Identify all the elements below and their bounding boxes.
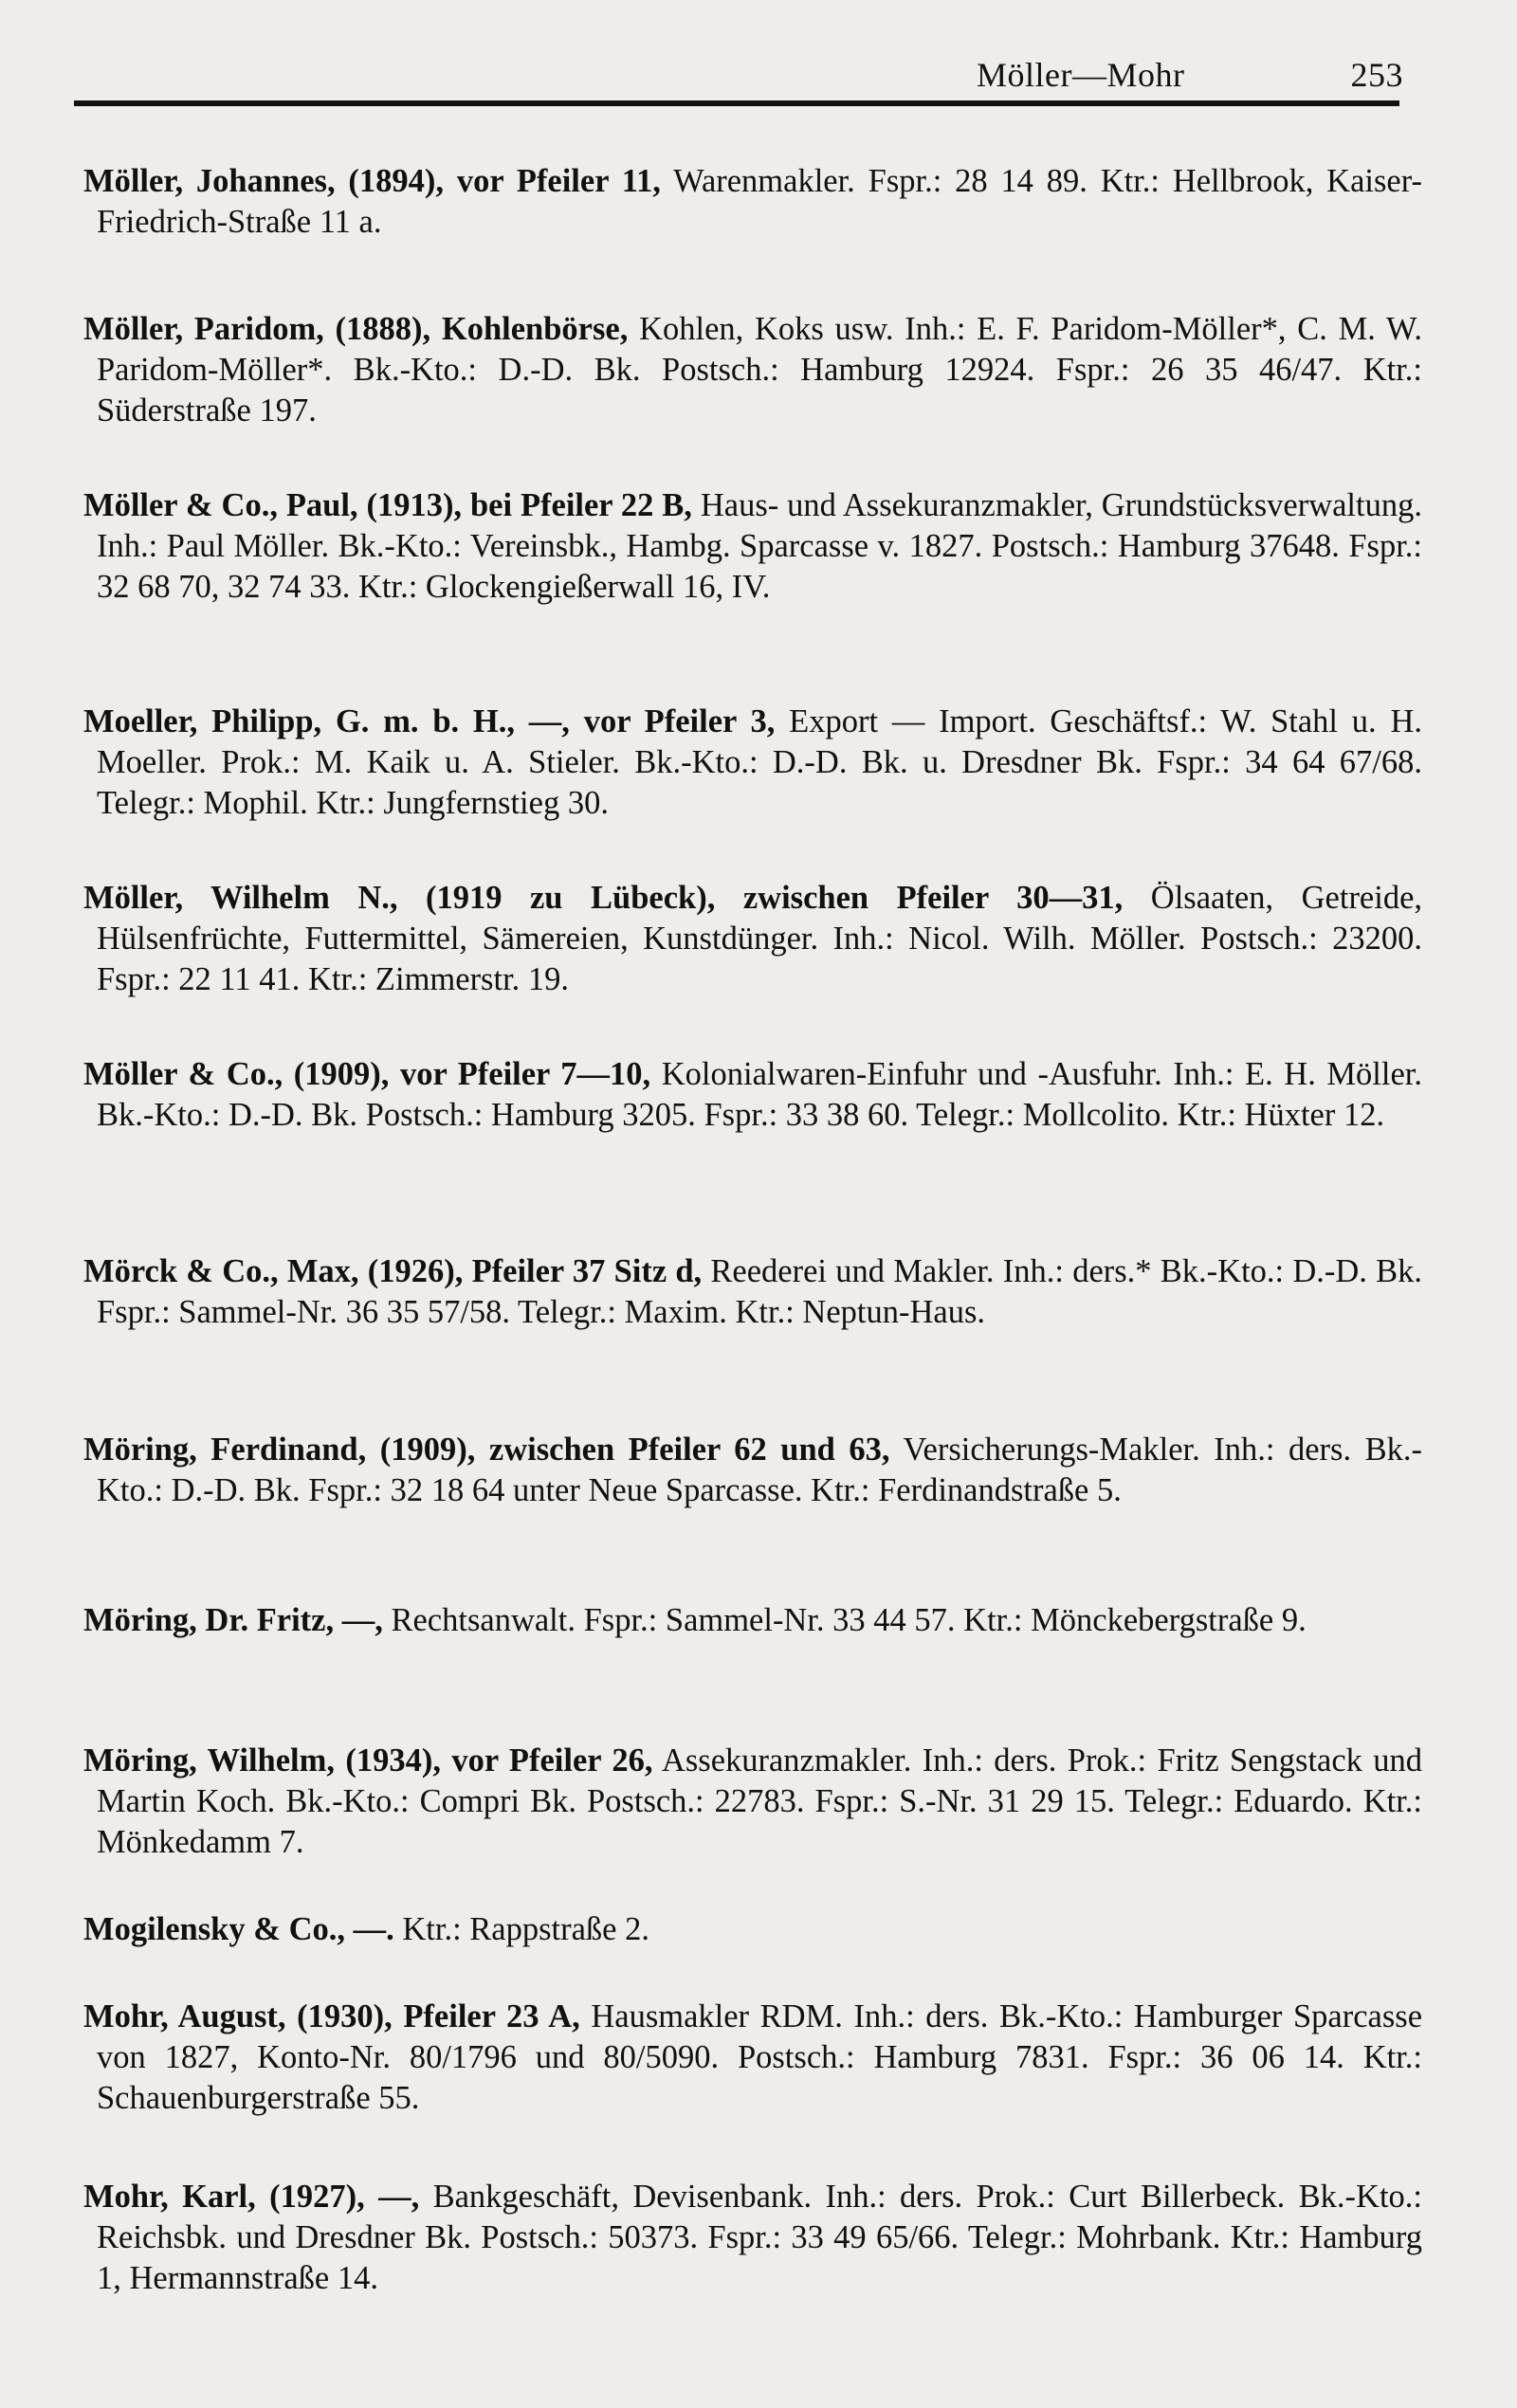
- directory-entry: [83, 1054, 1422, 1136]
- directory-entry: [83, 309, 1422, 431]
- entry-name: Möring, Ferdinand, (1909),: [83, 1432, 476, 1468]
- entry-text: Haus- und Assekuranzmakler, Grundstücksverwaltung. Inh.: Paul Möller. Bk.-Kto.: Vereinsbk., Hambg. Sparcasse v. 1827. Postsch.: Hamburg 37648. Fspr.: 32 68 70, 32 74 33. Ktr.: Glockengießerwall 16, IV.: [97, 487, 1422, 605]
- entry-text: Ktr.: Rappstraße 2.: [402, 1911, 649, 1947]
- directory-entry: [83, 702, 1422, 824]
- entry-text: Warenmakler. Fspr.: 28 14 89. Ktr.: Hellbrook, Kaiser-Friedrich-Straße 11 a.: [97, 163, 1422, 240]
- entry-text: Versicherungs-Makler. Inh.: ders. Bk.-Kto.: D.-D. Bk. Fspr.: 32 18 64 unter Neue Sparcasse. Ktr.: Ferdinandstraße 5.: [97, 1432, 1422, 1508]
- entry-location: zwischen Pfeiler 30—31,: [742, 880, 1124, 916]
- directory-entry: [83, 1909, 1422, 1950]
- entry-location: zwischen Pfeiler 62 und 63,: [488, 1432, 890, 1468]
- entry-location: vor Pfeiler 3,: [583, 703, 776, 739]
- directory-entry: [83, 1430, 1422, 1511]
- directory-entry: [83, 2177, 1422, 2299]
- entry-text: Kohlen, Koks usw. Inh.: E. F. Paridom-Möller*, C. M. W. Paridom-Möller*. Bk.-Kto.: D.-D. Bk. Postsch.: Hamburg 12924. Fspr.: 26 35 46/47. Ktr.: Süderstraße 197.: [97, 311, 1422, 429]
- entry-name: Möring, Dr. Fritz, —,: [83, 1602, 383, 1638]
- entry-text: Ölsaaten, Getreide, Hülsenfrüchte, Futtermittel, Sämereien, Kunstdünger. Inh.: Nicol. Wilh. Möller. Postsch.: 23200. Fspr.: 22 11 41. Ktr.: Zimmerstr. 19.: [97, 880, 1423, 997]
- directory-entry: [83, 1741, 1422, 1863]
- directory-entry: [83, 1600, 1422, 1641]
- entry-name: Möller, Johannes, (1894),: [83, 163, 444, 199]
- entry-name: Möller & Co., Paul, (1913),: [83, 487, 463, 523]
- entry-text: Bankgeschäft, Devisenbank. Inh.: ders. Prok.: Curt Billerbeck. Bk.-Kto.: Reichsbk. und Dresdner Bk. Postsch.: 50373. Fspr.: 33 49 65/66. Telegr.: Mohrbank. Ktr.: Hamburg 1, Hermannstraße 14.: [97, 2179, 1422, 2296]
- entry-name: Möller, Wilhelm N., (1919 zu Lübeck),: [83, 880, 716, 916]
- directory-entry: [83, 161, 1422, 243]
- entry-name: Mörck & Co., Max, (1926),: [83, 1253, 464, 1289]
- entry-text: Export — Import. Geschäftsf.: W. Stahl u. H. Moeller. Prok.: M. Kaik u. A. Stieler. Bk.-Kto.: D.-D. Bk. u. Dresdner Bk. Fspr.: 34 64 67/68. Telegr.: Mophil. Ktr.: Jungfernstieg 30.: [97, 703, 1422, 821]
- directory-entry: [83, 1251, 1422, 1333]
- entry-text: Kolonialwaren-Einfuhr und -Ausfuhr. Inh.: E. H. Möller. Bk.-Kto.: D.-D. Bk. Postsch.: Hamburg 3205. Fspr.: 33 38 60. Telegr.: Mollcolito. Ktr.: Hüxter 12.: [97, 1056, 1423, 1133]
- entry-location: vor Pfeiler 7—10,: [399, 1056, 651, 1092]
- running-title: Möller—Mohr: [977, 56, 1185, 94]
- entry-text: Hausmakler RDM. Inh.: ders. Bk.-Kto.: Hamburger Sparcasse von 1827, Konto-Nr. 80/1796 und 80/5090. Postsch.: Hamburg 7831. Fspr.: 36 06 14. Ktr.: Schauenburgerstraße 55.: [97, 1998, 1423, 2116]
- entry-name: Moeller, Philipp, G. m. b. H., —,: [83, 703, 570, 739]
- page-header: [977, 47, 1403, 95]
- entry-name: Möller & Co., (1909),: [83, 1056, 390, 1092]
- entry-location: vor Pfeiler 11,: [456, 163, 661, 199]
- entry-text: Assekuranzmakler. Inh.: ders. Prok.: Fritz Sengstack und Martin Koch. Bk.-Kto.: Compri Bk. Postsch.: 22783. Fspr.: S.-Nr. 31 29 15. Telegr.: Eduardo. Ktr.: Mönkedamm 7.: [97, 1742, 1423, 1860]
- entry-name: Mohr, Karl, (1927), —,: [83, 2179, 420, 2215]
- entry-location: Pfeiler 37 Sitz d,: [471, 1253, 703, 1289]
- entry-name: Mohr, August, (1930),: [83, 1998, 393, 2034]
- entry-name: Mogilensky & Co., —.: [83, 1911, 394, 1947]
- entry-text: Rechtsanwalt. Fspr.: Sammel-Nr. 33 44 57. Ktr.: Mönckebergstraße 9.: [391, 1602, 1307, 1638]
- directory-entry: [83, 485, 1422, 608]
- entry-name: Möller, Paridom, (1888),: [83, 311, 431, 347]
- entry-location: Kohlenbörse,: [441, 311, 629, 347]
- directory-entry: [83, 878, 1422, 1000]
- directory-entry: [83, 1997, 1422, 2119]
- entry-text: Reederei und Makler. Inh.: ders.* Bk.-Kto.: D.-D. Bk. Fspr.: Sammel-Nr. 36 35 57/58. Telegr.: Maxim. Ktr.: Neptun-Haus.: [97, 1253, 1423, 1330]
- header-rule: [74, 100, 1399, 106]
- entry-location: vor Pfeiler 26,: [451, 1742, 653, 1779]
- entry-location: Pfeiler 23 A,: [403, 1998, 580, 2034]
- page-number: 253: [1350, 56, 1403, 94]
- entry-location: bei Pfeiler 22 B,: [469, 487, 692, 523]
- entry-name: Möring, Wilhelm, (1934),: [83, 1742, 441, 1779]
